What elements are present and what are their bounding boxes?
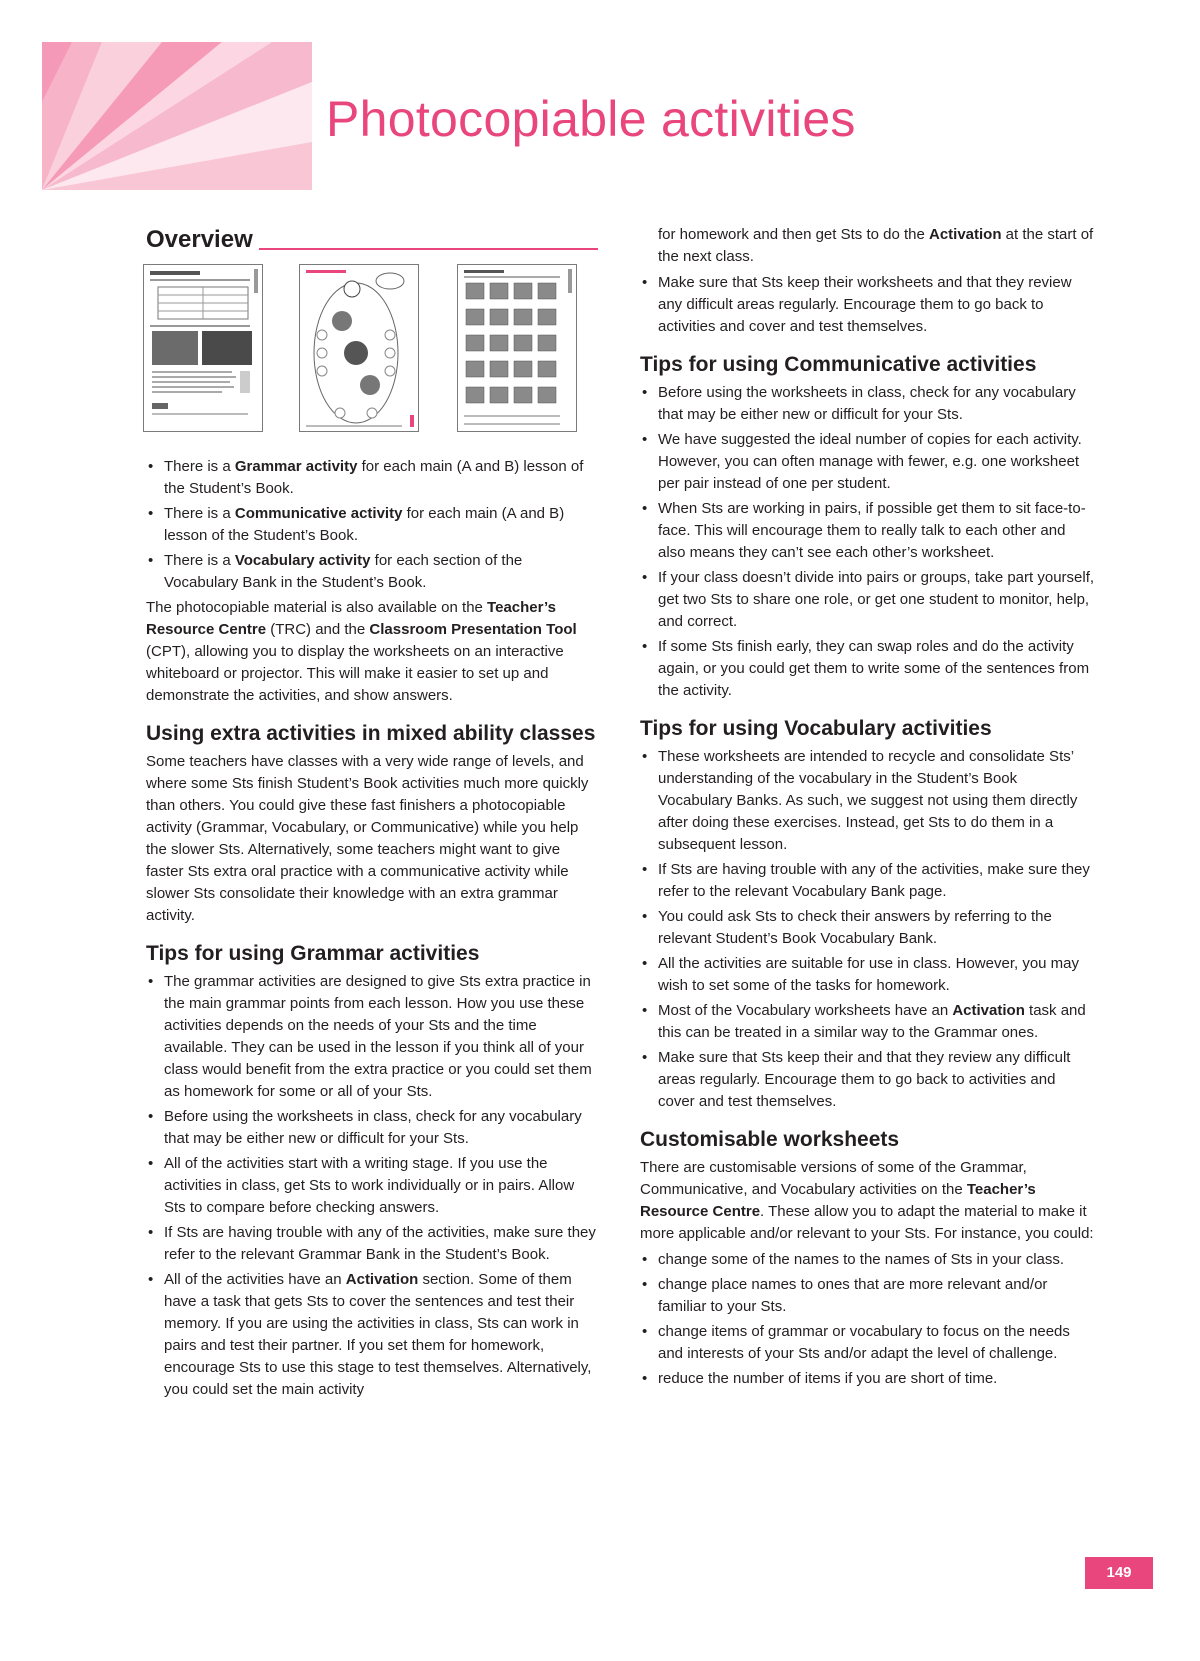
grammar-tips-bullets-continued bbox=[640, 272, 1095, 338]
customisable-paragraph: There are customisable versions of some of the Grammar, Communicative, and Vocabulary activities on the Teacher’s Resource Centre. These allow you to adapt the material to make it more applicable and/or relevant to your Sts. For instance, you could: bbox=[640, 1159, 1094, 1242]
overview-heading: Overview bbox=[146, 226, 253, 253]
bold-term: Grammar activity bbox=[234, 458, 358, 475]
bullet-item: • There is a Grammar activity for each main (A and B) lesson of the Student’s Book. bbox=[146, 456, 598, 500]
bullet-item: • These worksheets are intended to recycle and consolidate Sts’ understanding of the vocabulary in the Student’s Book Vocabulary Banks. As such, we suggest not using them directly after doing these exercises. Instead, get Sts to do them in a subsequent lesson. bbox=[640, 746, 1095, 856]
grammar-tips-heading: Tips for using Grammar activities bbox=[146, 942, 480, 965]
bullet-item: • change place names to ones that are more relevant and/or familiar to your Sts. bbox=[640, 1274, 1095, 1318]
bullet-item: • All the activities are suitable for use in class. However, you may wish to set some of the tasks for homework. bbox=[640, 953, 1095, 997]
worksheet-thumbnails bbox=[146, 264, 598, 442]
bullet-item: • All of the activities have an Activation section. Some of them have a task that gets Sts to cover the sentences and test their memory. If you are using the activities in class, Sts can work in pairs and test their partner. If you set them for homework, encourage Sts to use this stage to test themselves. Alternatively, you could set the main activity bbox=[146, 1269, 598, 1401]
bullet-item: • change items of grammar or vocabulary to focus on the needs and interests of your Sts and/or adapt the level of challenge. bbox=[640, 1321, 1095, 1365]
left-column bbox=[146, 226, 598, 1404]
bullet-item: • reduce the number of items if you are short of time. bbox=[640, 1368, 1095, 1390]
bullet-item: • change some of the names to the names of Sts in your class. bbox=[640, 1249, 1095, 1271]
page-number: 149 bbox=[1085, 1557, 1153, 1589]
grammar-worksheet-thumbnail bbox=[143, 264, 263, 432]
bullet-item: • When Sts are working in pairs, if possible get them to sit face-to-face. This will encourage them to really talk to each other and also means they can’t see each other’s worksheet. bbox=[640, 498, 1095, 564]
bold-term: Classroom Presentation Tool bbox=[369, 621, 577, 638]
bullet-item: • Most of the Vocabulary worksheets have an Activation task and this can be treated in a similar way to the Grammar ones. bbox=[640, 1000, 1095, 1044]
bullet-item: • The grammar activities are designed to give Sts extra practice in the main grammar points from each lesson. How you use these activities depends on the needs of your Sts and the time available. They can be used in the lesson if you think all of your class would benefit from the extra practice or you could set them as homework for some or all of your Sts. bbox=[146, 971, 598, 1103]
mixed-ability-paragraph: Some teachers have classes with a very wide range of levels, and where some Sts finish Student’s Book activities much more quickly than others. You could give these fast finishers a photocopiable activity (Grammar, Vocabulary, or Communicative) while you help the slower Sts. Alternatively, some teachers might want to give faster Sts extra oral practice with a communicative activity while slower Sts consolidate their knowledge with an extra grammar activity. bbox=[146, 753, 589, 924]
bullet-item: • Make sure that Sts keep their and that they review any difficult areas regularly. Encourage them to go back to activities and cover and test themselves. bbox=[640, 1047, 1095, 1113]
overview-bullets bbox=[146, 456, 598, 594]
customisable-heading: Customisable worksheets bbox=[640, 1128, 900, 1151]
communicative-worksheet-thumbnail bbox=[299, 264, 419, 432]
bullet-item: • If your class doesn’t divide into pairs or groups, take part yourself, get two Sts to share one role, or get one student to monitor, help, and correct. bbox=[640, 567, 1095, 633]
bullet-item: • You could ask Sts to check their answers by referring to the relevant Student’s Book Vocabulary Bank. bbox=[640, 906, 1095, 950]
bullet-item: • Make sure that Sts keep their worksheets and that they review any difficult areas regularly. Encourage them to go back to activities and cover and test themselves. bbox=[640, 272, 1095, 338]
bold-term: Activation bbox=[345, 1271, 419, 1288]
vocabulary-tips-bullets bbox=[640, 746, 1095, 1113]
right-column bbox=[640, 224, 1095, 1393]
grammar-tips-continuation: for homework and then get Sts to do the Activation at the start of the next class. bbox=[658, 226, 1094, 265]
bold-term: Activation bbox=[952, 1002, 1025, 1019]
grammar-tips-bullets bbox=[146, 971, 598, 1401]
communicative-tips-heading: Tips for using Communicative activities bbox=[640, 353, 1037, 376]
communicative-tips-bullets bbox=[640, 382, 1095, 702]
vocabulary-tips-heading: Tips for using Vocabulary activities bbox=[640, 717, 992, 740]
bullet-item: • If some Sts finish early, they can swap roles and do the activity again, or you could get them to write some of the sentences from the activity. bbox=[640, 636, 1095, 702]
bold-term: Teacher’s Resource Centre bbox=[146, 599, 556, 638]
page-title: Photocopiable activities bbox=[326, 91, 856, 147]
customisable-bullets bbox=[640, 1249, 1095, 1390]
overview-heading-row bbox=[146, 226, 598, 254]
decorative-fan-graphic bbox=[42, 42, 312, 190]
bullet-item: • All of the activities start with a writing stage. If you use the activities in class, get Sts to work individually or in pairs. Allow Sts to compare before checking answers. bbox=[146, 1153, 598, 1219]
overview-paragraph: The photocopiable material is also available on the Teacher’s Resource Centre (TRC) and the Classroom Presentation Tool (CPT), allowing you to display the worksheets on an interactive whiteboard or projector. This will make it easier to set up and demonstrate the activities, and show answers. bbox=[146, 599, 577, 704]
bullet-item: • Before using the worksheets in class, check for any vocabulary that may be either new or difficult for your Sts. bbox=[640, 382, 1095, 426]
vocabulary-worksheet-thumbnail bbox=[457, 264, 577, 432]
bullet-item: • There is a Vocabulary activity for each section of the Vocabulary Bank in the Student’s Book. bbox=[146, 550, 598, 594]
bold-term: Communicative activity bbox=[234, 505, 403, 522]
bullet-item: • If Sts are having trouble with any of the activities, make sure they refer to the relevant Grammar Bank in the Student’s Book. bbox=[146, 1222, 598, 1266]
bold-term: Activation bbox=[929, 226, 1002, 243]
bold-term: Teacher’s Resource Centre bbox=[640, 1181, 1036, 1220]
mixed-ability-heading: Using extra activities in mixed ability classes bbox=[146, 722, 596, 745]
bullet-item: • If Sts are having trouble with any of the activities, make sure they refer to the relevant Vocabulary Bank page. bbox=[640, 859, 1095, 903]
bullet-item: • We have suggested the ideal number of copies for each activity. However, you can often manage with fewer, e.g. one worksheet per pair instead of one per student. bbox=[640, 429, 1095, 495]
bullet-item: • There is a Communicative activity for each main (A and B) lesson of the Student’s Book. bbox=[146, 503, 598, 547]
heading-rule bbox=[259, 248, 598, 250]
bullet-item: • Before using the worksheets in class, check for any vocabulary that may be either new or difficult for your Sts. bbox=[146, 1106, 598, 1150]
bold-term: Vocabulary activity bbox=[234, 552, 371, 569]
